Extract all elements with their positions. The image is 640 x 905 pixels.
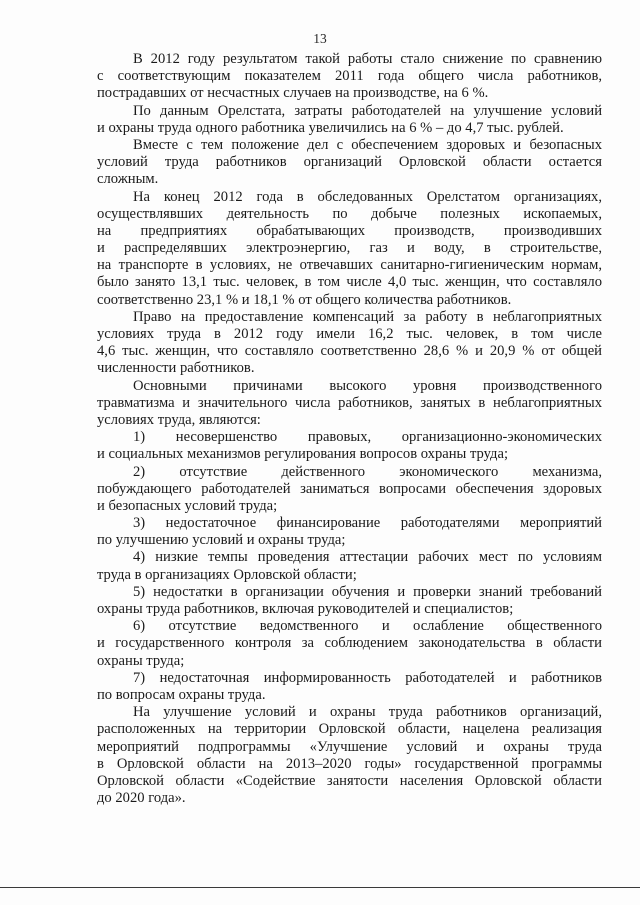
text-line: Основными причинами высокого уровня производственного [133, 377, 602, 394]
text-line: условий труда работников организаций Орловской области остается [97, 154, 602, 171]
text-line: На улучшение условий и охраны труда работников организаций, [133, 704, 602, 721]
text-line: численности работников. [97, 360, 255, 377]
list-item-line: по вопросам охраны труда. [97, 686, 266, 703]
list-item-line: 7) недостаточная информированность работодателей и работников [133, 669, 602, 686]
text-line: и распределявших электроэнергию, газ и воду, в строительстве, [97, 240, 602, 257]
body-text [97, 51, 602, 807]
list-item-line: 3) недостаточное финансирование работодателями мероприятий [133, 515, 602, 532]
text-line: на транспорте в условиях, не отвечавших санитарно-гигиеническим нормам, [97, 257, 602, 274]
page-number: 13 [313, 31, 327, 46]
text-line: с соответствующим показателем 2011 года общего числа работников, [97, 68, 602, 85]
text-line: Право на предоставление компенсаций за работу в неблагоприятных [133, 308, 602, 325]
list-item-line: охраны труда работников, включая руководителей и специалистов; [97, 601, 514, 617]
text-line: 4,6 тыс. женщин, что составляло соответственно 28,6 % и 20,9 % от общей [97, 343, 602, 360]
list-item-line: 5) недостатки в организации обучения и проверки знаний требований [133, 583, 602, 600]
list-item-line: 6) отсутствие ведомственного и ослабление общественного [133, 618, 602, 635]
list-item-line: 4) низкие темпы проведения аттестации рабочих мест по условиям [133, 549, 602, 566]
text-line: Орловской области «Содействие занятости населения Орловской области [97, 772, 602, 789]
list-item-line: и безопасных условий труда; [97, 497, 278, 514]
text-line: сложным. [97, 171, 159, 188]
text-line: расположенных на территории Орловской области, нацелена реализация [97, 721, 602, 738]
text-line: мероприятий подпрограммы «Улучшение условий и охраны труда [97, 738, 602, 755]
list-item-line: труда в организациях Орловской области; [97, 566, 357, 583]
text-line: травматизма и значительного числа работников, занятых в неблагоприятных [97, 394, 602, 411]
text-line: на предприятиях обрабатывающих производств, производивших [97, 222, 602, 239]
list-item-line: побуждающего работодателей заниматься вопросами обеспечения здоровых [97, 480, 602, 497]
list-item-line: охраны труда; [97, 652, 185, 669]
text-line: условиях труда в 2012 году имели 16,2 тыс. человек, в том числе [97, 326, 602, 342]
text-line: Вместе с тем положение дел с обеспечением здоровых и безопасных [133, 136, 602, 153]
text-line: до 2020 года». [97, 790, 186, 807]
text-line: и охраны труда одного работника увеличились на 6 % – до 4,7 тыс. рублей. [97, 119, 564, 136]
text-line: условиях труда, являются: [97, 411, 261, 428]
text-line: осуществлявших деятельность по добыче полезных ископаемых, [97, 205, 602, 222]
text-line: На конец 2012 года в обследованных Орелстатом организациях, [133, 188, 602, 205]
list-item-line: 1) несовершенство правовых, организационно-экономических [133, 429, 602, 446]
text-line: В 2012 году результатом такой работы стало снижение по сравнению [133, 51, 602, 67]
text-line: соответственно 23,1 % и 18,1 % от общего количества работников. [97, 291, 512, 308]
list-item-line: 2) отсутствие действенного экономического механизма, [133, 463, 602, 480]
text-line: в Орловской области на 2013–2020 годы» государственной программы [97, 755, 602, 772]
bottom-scan-rule [0, 887, 640, 888]
text-line: было занято 13,1 тыс. человек, в том числе 4,0 тыс. женщин, что составляло [97, 274, 602, 291]
list-item-line: по улучшению условий и охраны труда; [97, 532, 346, 549]
list-item-line: и социальных механизмов регулирования вопросов охраны труда; [97, 446, 508, 463]
text-line: По данным Орелстата, затраты работодателей на улучшение условий [133, 102, 602, 119]
list-item-line: и государственного контроля за соблюдением законодательства в области [97, 635, 602, 652]
text-line: пострадавших от несчастных случаев на производстве, на 6 %. [97, 85, 489, 102]
